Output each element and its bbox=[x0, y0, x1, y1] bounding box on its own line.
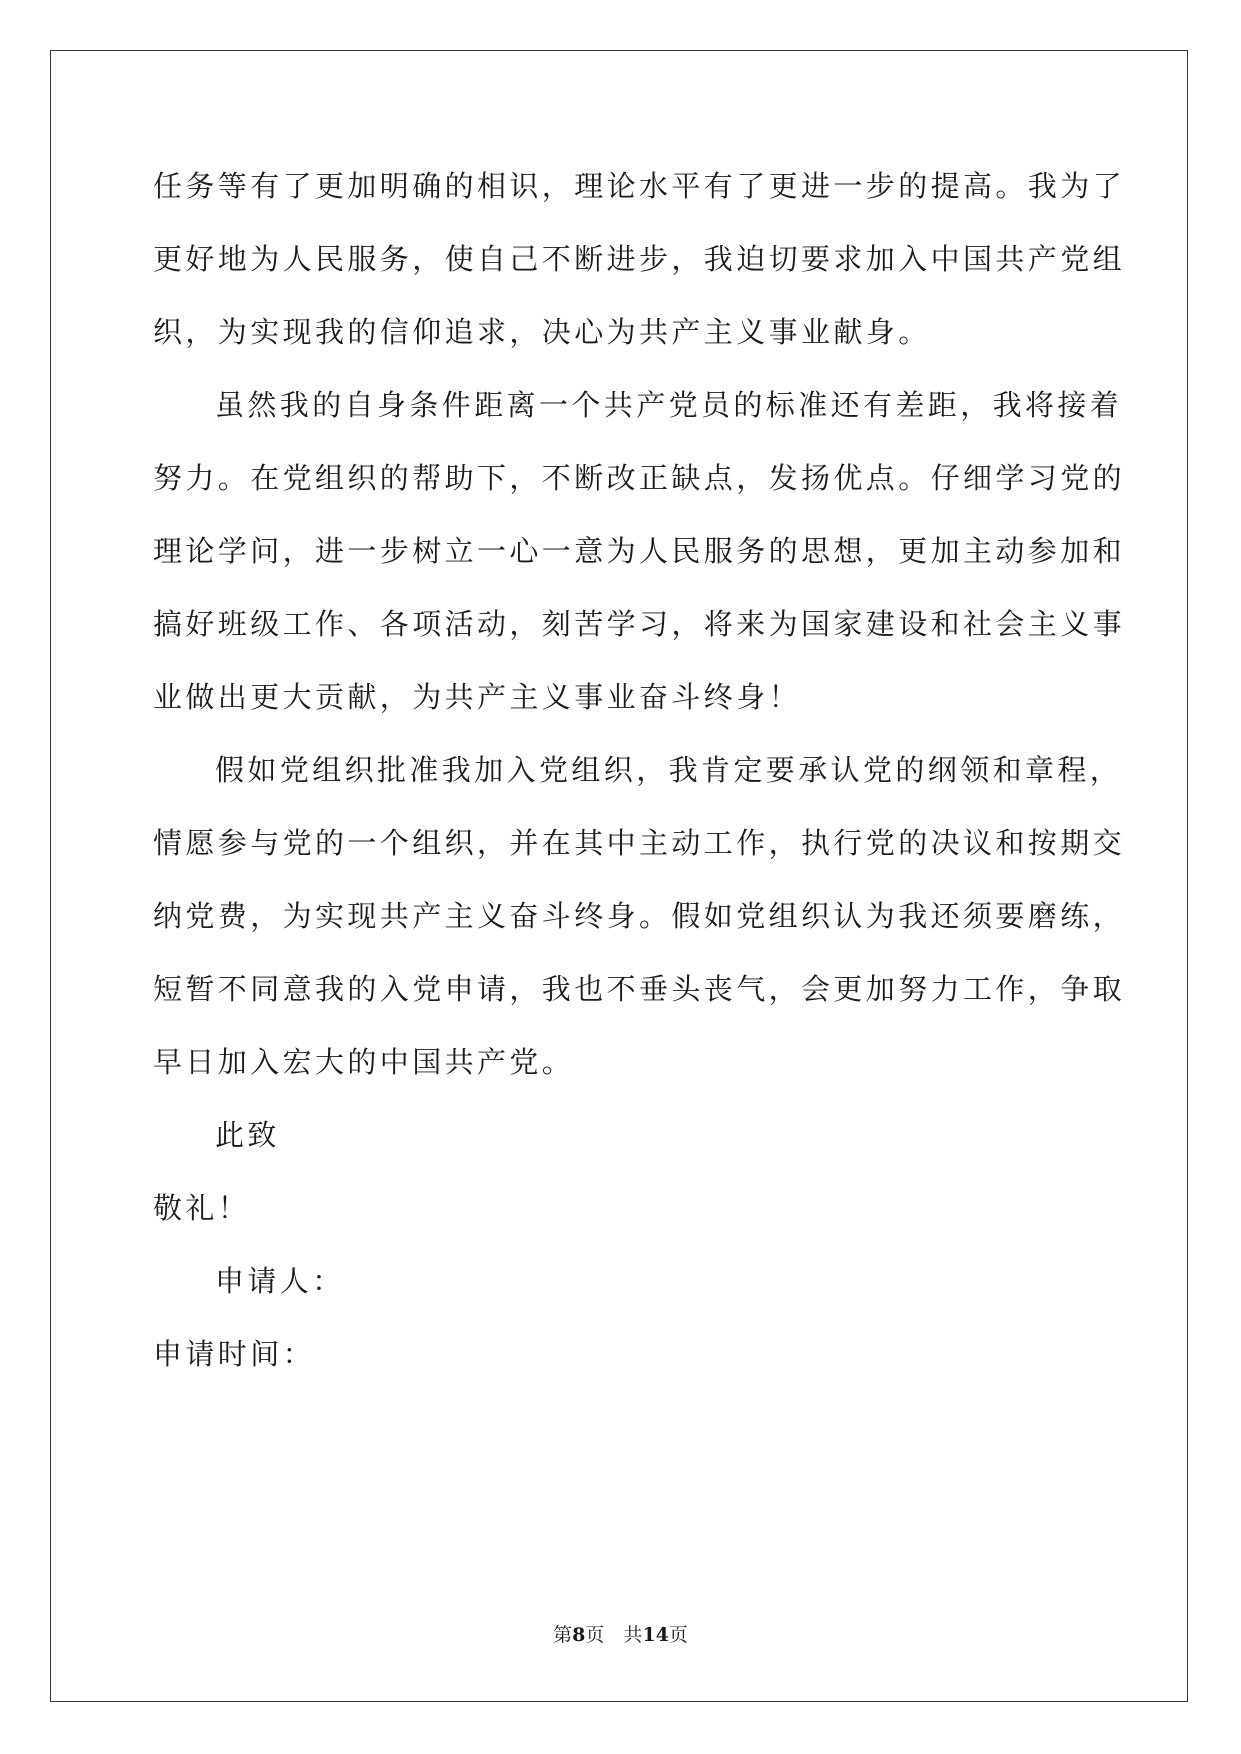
body-line: 任务等有了更加明确的相识，理论水平有了更进一步的提高。我为了 bbox=[153, 169, 1126, 203]
page-middle: 页 共 bbox=[585, 1624, 643, 1646]
paragraph-start-line: 假如党组织批准我加入党组织，我肯定要承认党的纲领和章程， bbox=[215, 753, 1123, 787]
body-line: 短暂不同意我的入党申请，我也不垂头丧气，会更加努力工作，争取 bbox=[153, 972, 1126, 1006]
closing-cizhi: 此致 bbox=[215, 1118, 280, 1152]
body-line: 织，为实现我的信仰追求，决心为共产主义事业献身。 bbox=[153, 315, 931, 349]
body-line: 早日加入宏大的中国共产党。 bbox=[153, 1045, 575, 1079]
page-suffix: 页 bbox=[668, 1624, 688, 1646]
current-page-number: 8 bbox=[572, 1624, 586, 1646]
body-line: 业做出更大贡献，为共产主义事业奋斗终身！ bbox=[153, 680, 802, 714]
body-line: 更好地为人民服务，使自己不断进步，我迫切要求加入中国共产党组 bbox=[153, 242, 1126, 276]
body-line: 理论学问，进一步树立一心一意为人民服务的思想，更加主动参加和 bbox=[153, 534, 1126, 568]
total-page-number: 14 bbox=[642, 1624, 669, 1646]
page-border bbox=[50, 50, 1188, 1702]
paragraph-start-line: 虽然我的自身条件距离一个共产党员的标准还有差距，我将接着 bbox=[215, 388, 1123, 422]
applicant-label: 申请人： bbox=[215, 1264, 345, 1298]
application-date-label: 申请时间： bbox=[153, 1337, 316, 1371]
body-line: 努力。在党组织的帮助下，不断改正缺点，发扬优点。仔细学习党的 bbox=[153, 461, 1126, 495]
body-line: 情愿参与党的一个组织，并在其中主动工作，执行党的决议和按期交 bbox=[153, 826, 1126, 860]
page-prefix: 第 bbox=[553, 1624, 573, 1646]
page-number-footer bbox=[0, 1620, 1241, 1647]
body-line: 搞好班级工作、各项活动，刻苦学习，将来为国家建设和社会主义事 bbox=[153, 607, 1126, 641]
closing-jingli: 敬礼！ bbox=[153, 1191, 251, 1225]
body-line: 纳党费，为实现共产主义奋斗终身。假如党组织认为我还须要磨练， bbox=[153, 899, 1126, 933]
